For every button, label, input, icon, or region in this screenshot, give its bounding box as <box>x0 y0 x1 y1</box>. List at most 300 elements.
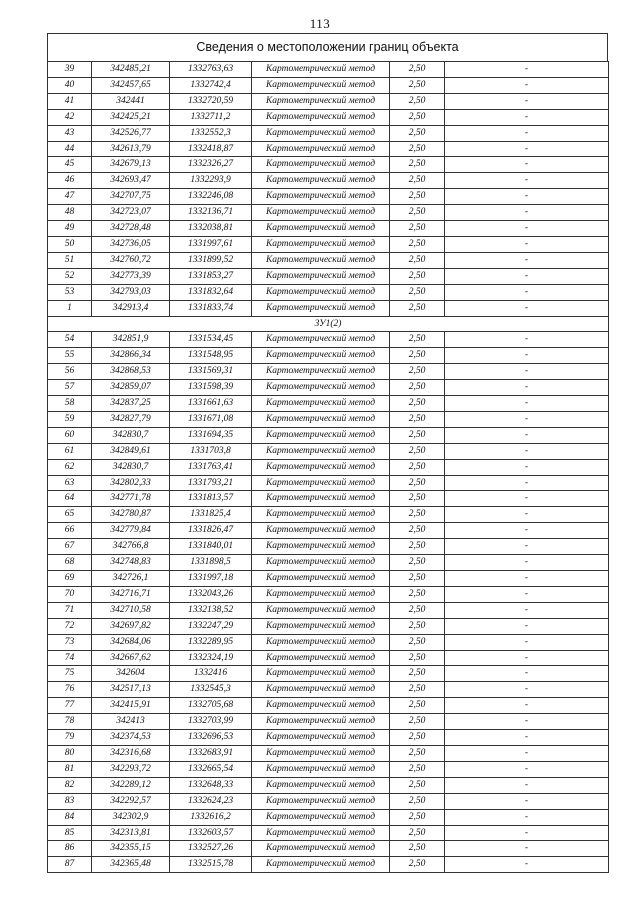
method-cell: Картометрический метод <box>252 236 390 252</box>
point-number-cell: 80 <box>48 745 92 761</box>
point-number-cell: 1 <box>48 300 92 316</box>
y-coordinate-cell: 1332289,95 <box>170 634 252 650</box>
description-cell: - <box>445 380 609 396</box>
table-row <box>48 459 609 475</box>
table-row <box>48 109 609 125</box>
accuracy-cell: 2,50 <box>390 793 445 809</box>
table-row <box>48 650 609 666</box>
y-coordinate-cell: 1331598,39 <box>170 380 252 396</box>
accuracy-cell: 2,50 <box>390 475 445 491</box>
y-coordinate-cell: 1332665,54 <box>170 761 252 777</box>
y-coordinate-cell: 1332616,2 <box>170 809 252 825</box>
table-row <box>48 634 609 650</box>
y-coordinate-cell: 1331826,47 <box>170 523 252 539</box>
method-cell: Картометрический метод <box>252 507 390 523</box>
x-coordinate-cell: 342302,9 <box>92 809 170 825</box>
boundary-points-table <box>47 61 609 873</box>
y-coordinate-cell: 1332515,78 <box>170 857 252 873</box>
accuracy-cell: 2,50 <box>390 252 445 268</box>
description-cell: - <box>445 730 609 746</box>
table-row <box>48 730 609 746</box>
method-cell: Картометрический метод <box>252 396 390 412</box>
accuracy-cell: 2,50 <box>390 332 445 348</box>
method-cell: Картометрический метод <box>252 777 390 793</box>
method-cell: Картометрический метод <box>252 459 390 475</box>
table-row <box>48 268 609 284</box>
method-cell: Картометрический метод <box>252 602 390 618</box>
x-coordinate-cell: 342517,13 <box>92 682 170 698</box>
accuracy-cell: 2,50 <box>390 62 445 78</box>
table-row <box>48 221 609 237</box>
table-row <box>48 157 609 173</box>
y-coordinate-cell: 1332138,52 <box>170 602 252 618</box>
accuracy-cell: 2,50 <box>390 666 445 682</box>
point-number-cell: 79 <box>48 730 92 746</box>
description-cell: - <box>445 571 609 587</box>
x-coordinate-cell: 342802,33 <box>92 475 170 491</box>
accuracy-cell: 2,50 <box>390 602 445 618</box>
x-coordinate-cell: 342413 <box>92 714 170 730</box>
description-cell: - <box>445 348 609 364</box>
page-number: 113 <box>309 16 331 31</box>
description-cell: - <box>445 523 609 539</box>
method-cell: Картометрический метод <box>252 793 390 809</box>
accuracy-cell: 2,50 <box>390 698 445 714</box>
y-coordinate-cell: 1332293,9 <box>170 173 252 189</box>
method-cell: Картометрический метод <box>252 268 390 284</box>
description-cell: - <box>445 236 609 252</box>
accuracy-cell: 2,50 <box>390 555 445 571</box>
y-coordinate-cell: 1332683,91 <box>170 745 252 761</box>
x-coordinate-cell: 342779,84 <box>92 523 170 539</box>
method-cell: Картометрический метод <box>252 523 390 539</box>
point-number-cell: 64 <box>48 491 92 507</box>
method-cell: Картометрический метод <box>252 698 390 714</box>
x-coordinate-cell: 342716,71 <box>92 586 170 602</box>
table-row <box>48 539 609 555</box>
y-coordinate-cell: 1331671,08 <box>170 411 252 427</box>
point-number-cell: 68 <box>48 555 92 571</box>
description-cell: - <box>445 141 609 157</box>
y-coordinate-cell: 1331898,5 <box>170 555 252 571</box>
point-number-cell: 69 <box>48 571 92 587</box>
point-number-cell: 63 <box>48 475 92 491</box>
y-coordinate-cell: 1331825,4 <box>170 507 252 523</box>
table-row <box>48 682 609 698</box>
point-number-cell: 77 <box>48 698 92 714</box>
accuracy-cell: 2,50 <box>390 682 445 698</box>
table-row <box>48 745 609 761</box>
y-coordinate-cell: 1332711,2 <box>170 109 252 125</box>
table-row <box>48 618 609 634</box>
point-number-cell: 81 <box>48 761 92 777</box>
table-row <box>48 427 609 443</box>
y-coordinate-cell: 1331793,21 <box>170 475 252 491</box>
y-coordinate-cell: 1331703,8 <box>170 443 252 459</box>
accuracy-cell: 2,50 <box>390 109 445 125</box>
table-row <box>48 666 609 682</box>
y-coordinate-cell: 1331548,95 <box>170 348 252 364</box>
x-coordinate-cell: 342313,81 <box>92 825 170 841</box>
table-row <box>48 125 609 141</box>
point-number-cell: 75 <box>48 666 92 682</box>
section-label: ЗУ1(2) <box>48 316 609 332</box>
table-row <box>48 300 609 316</box>
y-coordinate-cell: 1332326,27 <box>170 157 252 173</box>
point-number-cell: 54 <box>48 332 92 348</box>
point-number-cell: 45 <box>48 157 92 173</box>
description-cell: - <box>445 157 609 173</box>
x-coordinate-cell: 342693,47 <box>92 173 170 189</box>
accuracy-cell: 2,50 <box>390 825 445 841</box>
table-row <box>48 236 609 252</box>
x-coordinate-cell: 342415,91 <box>92 698 170 714</box>
method-cell: Картометрический метод <box>252 141 390 157</box>
y-coordinate-cell: 1331853,27 <box>170 268 252 284</box>
y-coordinate-cell: 1332703,99 <box>170 714 252 730</box>
description-cell: - <box>445 364 609 380</box>
table-title: Сведения о местоположении границ объекта <box>47 33 608 61</box>
x-coordinate-cell: 342457,65 <box>92 77 170 93</box>
description-cell: - <box>445 62 609 78</box>
table-row <box>48 252 609 268</box>
table-row <box>48 189 609 205</box>
y-coordinate-cell: 1331997,61 <box>170 236 252 252</box>
x-coordinate-cell: 342868,53 <box>92 364 170 380</box>
method-cell: Картометрический метод <box>252 745 390 761</box>
description-cell: - <box>445 221 609 237</box>
description-cell: - <box>445 586 609 602</box>
table-row <box>48 62 609 78</box>
accuracy-cell: 2,50 <box>390 221 445 237</box>
point-number-cell: 66 <box>48 523 92 539</box>
description-cell: - <box>445 793 609 809</box>
method-cell: Картометрический метод <box>252 252 390 268</box>
description-cell: - <box>445 443 609 459</box>
description-cell: - <box>445 189 609 205</box>
method-cell: Картометрический метод <box>252 427 390 443</box>
y-coordinate-cell: 1332416 <box>170 666 252 682</box>
accuracy-cell: 2,50 <box>390 205 445 221</box>
description-cell: - <box>445 602 609 618</box>
method-cell: Картометрический метод <box>252 730 390 746</box>
x-coordinate-cell: 342710,58 <box>92 602 170 618</box>
y-coordinate-cell: 1332418,87 <box>170 141 252 157</box>
x-coordinate-cell: 342851,9 <box>92 332 170 348</box>
accuracy-cell: 2,50 <box>390 141 445 157</box>
method-cell: Картометрический метод <box>252 189 390 205</box>
x-coordinate-cell: 342859,07 <box>92 380 170 396</box>
method-cell: Картометрический метод <box>252 825 390 841</box>
description-cell: - <box>445 809 609 825</box>
point-number-cell: 40 <box>48 77 92 93</box>
accuracy-cell: 2,50 <box>390 507 445 523</box>
table-row <box>48 698 609 714</box>
y-coordinate-cell: 1331840,01 <box>170 539 252 555</box>
x-coordinate-cell: 342526,77 <box>92 125 170 141</box>
point-number-cell: 65 <box>48 507 92 523</box>
description-cell: - <box>445 682 609 698</box>
x-coordinate-cell: 342728,48 <box>92 221 170 237</box>
method-cell: Картометрический метод <box>252 221 390 237</box>
method-cell: Картометрический метод <box>252 300 390 316</box>
method-cell: Картометрический метод <box>252 62 390 78</box>
point-number-cell: 73 <box>48 634 92 650</box>
point-number-cell: 53 <box>48 284 92 300</box>
y-coordinate-cell: 1332247,29 <box>170 618 252 634</box>
description-cell: - <box>445 618 609 634</box>
accuracy-cell: 2,50 <box>390 236 445 252</box>
point-number-cell: 74 <box>48 650 92 666</box>
method-cell: Картометрический метод <box>252 809 390 825</box>
accuracy-cell: 2,50 <box>390 173 445 189</box>
method-cell: Картометрический метод <box>252 475 390 491</box>
y-coordinate-cell: 1332696,53 <box>170 730 252 746</box>
point-number-cell: 84 <box>48 809 92 825</box>
table-row <box>48 77 609 93</box>
table-row <box>48 777 609 793</box>
accuracy-cell: 2,50 <box>390 586 445 602</box>
description-cell: - <box>445 125 609 141</box>
method-cell: Картометрический метод <box>252 443 390 459</box>
table-row <box>48 173 609 189</box>
description-cell: - <box>445 268 609 284</box>
description-cell: - <box>445 332 609 348</box>
method-cell: Картометрический метод <box>252 714 390 730</box>
table-row <box>48 284 609 300</box>
method-cell: Картометрический метод <box>252 761 390 777</box>
table-row <box>48 475 609 491</box>
method-cell: Картометрический метод <box>252 380 390 396</box>
x-coordinate-cell: 342748,83 <box>92 555 170 571</box>
y-coordinate-cell: 1331694,35 <box>170 427 252 443</box>
accuracy-cell: 2,50 <box>390 411 445 427</box>
y-coordinate-cell: 1332324,19 <box>170 650 252 666</box>
x-coordinate-cell: 342355,15 <box>92 841 170 857</box>
description-cell: - <box>445 205 609 221</box>
table-row <box>48 443 609 459</box>
x-coordinate-cell: 342827,79 <box>92 411 170 427</box>
accuracy-cell: 2,50 <box>390 427 445 443</box>
x-coordinate-cell: 342780,87 <box>92 507 170 523</box>
description-cell: - <box>445 634 609 650</box>
method-cell: Картометрический метод <box>252 634 390 650</box>
x-coordinate-cell: 342866,34 <box>92 348 170 364</box>
point-number-cell: 67 <box>48 539 92 555</box>
y-coordinate-cell: 1331832,64 <box>170 284 252 300</box>
method-cell: Картометрический метод <box>252 411 390 427</box>
y-coordinate-cell: 1332038,81 <box>170 221 252 237</box>
accuracy-cell: 2,50 <box>390 761 445 777</box>
table-row <box>48 602 609 618</box>
description-cell: - <box>445 173 609 189</box>
description-cell: - <box>445 777 609 793</box>
x-coordinate-cell: 342913,4 <box>92 300 170 316</box>
point-number-cell: 55 <box>48 348 92 364</box>
accuracy-cell: 2,50 <box>390 157 445 173</box>
point-number-cell: 85 <box>48 825 92 841</box>
x-coordinate-cell: 342374,53 <box>92 730 170 746</box>
table-row <box>48 555 609 571</box>
x-coordinate-cell: 342723,07 <box>92 205 170 221</box>
table-row <box>48 761 609 777</box>
y-coordinate-cell: 1331997,18 <box>170 571 252 587</box>
x-coordinate-cell: 342793,03 <box>92 284 170 300</box>
point-number-cell: 72 <box>48 618 92 634</box>
accuracy-cell: 2,50 <box>390 539 445 555</box>
x-coordinate-cell: 342365,48 <box>92 857 170 873</box>
x-coordinate-cell: 342293,72 <box>92 761 170 777</box>
x-coordinate-cell: 342667,62 <box>92 650 170 666</box>
point-number-cell: 46 <box>48 173 92 189</box>
table-row <box>48 571 609 587</box>
point-number-cell: 62 <box>48 459 92 475</box>
x-coordinate-cell: 342726,1 <box>92 571 170 587</box>
table-row <box>48 411 609 427</box>
description-cell: - <box>445 109 609 125</box>
method-cell: Картометрический метод <box>252 571 390 587</box>
point-number-cell: 51 <box>48 252 92 268</box>
method-cell: Картометрический метод <box>252 586 390 602</box>
table-row <box>48 586 609 602</box>
y-coordinate-cell: 1331763,41 <box>170 459 252 475</box>
method-cell: Картометрический метод <box>252 618 390 634</box>
point-number-cell: 39 <box>48 62 92 78</box>
method-cell: Картометрический метод <box>252 666 390 682</box>
description-cell: - <box>445 650 609 666</box>
x-coordinate-cell: 342613,79 <box>92 141 170 157</box>
accuracy-cell: 2,50 <box>390 650 445 666</box>
description-cell: - <box>445 93 609 109</box>
point-number-cell: 52 <box>48 268 92 284</box>
y-coordinate-cell: 1332624,23 <box>170 793 252 809</box>
accuracy-cell: 2,50 <box>390 730 445 746</box>
accuracy-cell: 2,50 <box>390 571 445 587</box>
table-row <box>48 793 609 809</box>
point-number-cell: 57 <box>48 380 92 396</box>
y-coordinate-cell: 1331661,63 <box>170 396 252 412</box>
table-body <box>48 62 609 873</box>
table-row <box>48 332 609 348</box>
x-coordinate-cell: 342773,39 <box>92 268 170 284</box>
accuracy-cell: 2,50 <box>390 618 445 634</box>
x-coordinate-cell: 342771,78 <box>92 491 170 507</box>
x-coordinate-cell: 342830,7 <box>92 459 170 475</box>
description-cell: - <box>445 857 609 873</box>
x-coordinate-cell: 342684,06 <box>92 634 170 650</box>
method-cell: Картометрический метод <box>252 205 390 221</box>
y-coordinate-cell: 1332705,68 <box>170 698 252 714</box>
table-row <box>48 141 609 157</box>
x-coordinate-cell: 342697,82 <box>92 618 170 634</box>
point-number-cell: 83 <box>48 793 92 809</box>
table-row <box>48 205 609 221</box>
point-number-cell: 49 <box>48 221 92 237</box>
x-coordinate-cell: 342766,8 <box>92 539 170 555</box>
method-cell: Картометрический метод <box>252 77 390 93</box>
point-number-cell: 56 <box>48 364 92 380</box>
accuracy-cell: 2,50 <box>390 809 445 825</box>
description-cell: - <box>445 714 609 730</box>
description-cell: - <box>445 284 609 300</box>
method-cell: Картометрический метод <box>252 539 390 555</box>
table-row <box>48 364 609 380</box>
y-coordinate-cell: 1331813,57 <box>170 491 252 507</box>
table-row <box>48 809 609 825</box>
y-coordinate-cell: 1331569,31 <box>170 364 252 380</box>
point-number-cell: 71 <box>48 602 92 618</box>
y-coordinate-cell: 1332136,71 <box>170 205 252 221</box>
point-number-cell: 82 <box>48 777 92 793</box>
description-cell: - <box>445 427 609 443</box>
method-cell: Картометрический метод <box>252 93 390 109</box>
y-coordinate-cell: 1332720,59 <box>170 93 252 109</box>
accuracy-cell: 2,50 <box>390 777 445 793</box>
method-cell: Картометрический метод <box>252 173 390 189</box>
accuracy-cell: 2,50 <box>390 714 445 730</box>
point-number-cell: 70 <box>48 586 92 602</box>
x-coordinate-cell: 342485,21 <box>92 62 170 78</box>
point-number-cell: 44 <box>48 141 92 157</box>
method-cell: Картометрический метод <box>252 857 390 873</box>
accuracy-cell: 2,50 <box>390 857 445 873</box>
method-cell: Картометрический метод <box>252 109 390 125</box>
x-coordinate-cell: 342441 <box>92 93 170 109</box>
description-cell: - <box>445 761 609 777</box>
accuracy-cell: 2,50 <box>390 634 445 650</box>
accuracy-cell: 2,50 <box>390 396 445 412</box>
boundary-table-frame <box>47 33 608 873</box>
accuracy-cell: 2,50 <box>390 380 445 396</box>
y-coordinate-cell: 1331899,52 <box>170 252 252 268</box>
y-coordinate-cell: 1332043,26 <box>170 586 252 602</box>
x-coordinate-cell: 342292,57 <box>92 793 170 809</box>
y-coordinate-cell: 1331833,74 <box>170 300 252 316</box>
description-cell: - <box>445 475 609 491</box>
accuracy-cell: 2,50 <box>390 93 445 109</box>
y-coordinate-cell: 1332527,26 <box>170 841 252 857</box>
point-number-cell: 47 <box>48 189 92 205</box>
x-coordinate-cell: 342289,12 <box>92 777 170 793</box>
y-coordinate-cell: 1332552,3 <box>170 125 252 141</box>
accuracy-cell: 2,50 <box>390 284 445 300</box>
accuracy-cell: 2,50 <box>390 125 445 141</box>
section-row <box>48 316 609 332</box>
method-cell: Картометрический метод <box>252 125 390 141</box>
description-cell: - <box>445 555 609 571</box>
description-cell: - <box>445 300 609 316</box>
description-cell: - <box>445 698 609 714</box>
y-coordinate-cell: 1332742,4 <box>170 77 252 93</box>
accuracy-cell: 2,50 <box>390 459 445 475</box>
method-cell: Картометрический метод <box>252 555 390 571</box>
point-number-cell: 87 <box>48 857 92 873</box>
x-coordinate-cell: 342316,68 <box>92 745 170 761</box>
y-coordinate-cell: 1331534,45 <box>170 332 252 348</box>
x-coordinate-cell: 342849,61 <box>92 443 170 459</box>
accuracy-cell: 2,50 <box>390 348 445 364</box>
x-coordinate-cell: 342736,05 <box>92 236 170 252</box>
table-row <box>48 841 609 857</box>
point-number-cell: 76 <box>48 682 92 698</box>
point-number-cell: 43 <box>48 125 92 141</box>
accuracy-cell: 2,50 <box>390 364 445 380</box>
description-cell: - <box>445 841 609 857</box>
accuracy-cell: 2,50 <box>390 189 445 205</box>
table-row <box>48 348 609 364</box>
y-coordinate-cell: 1332246,08 <box>170 189 252 205</box>
table-row <box>48 396 609 412</box>
